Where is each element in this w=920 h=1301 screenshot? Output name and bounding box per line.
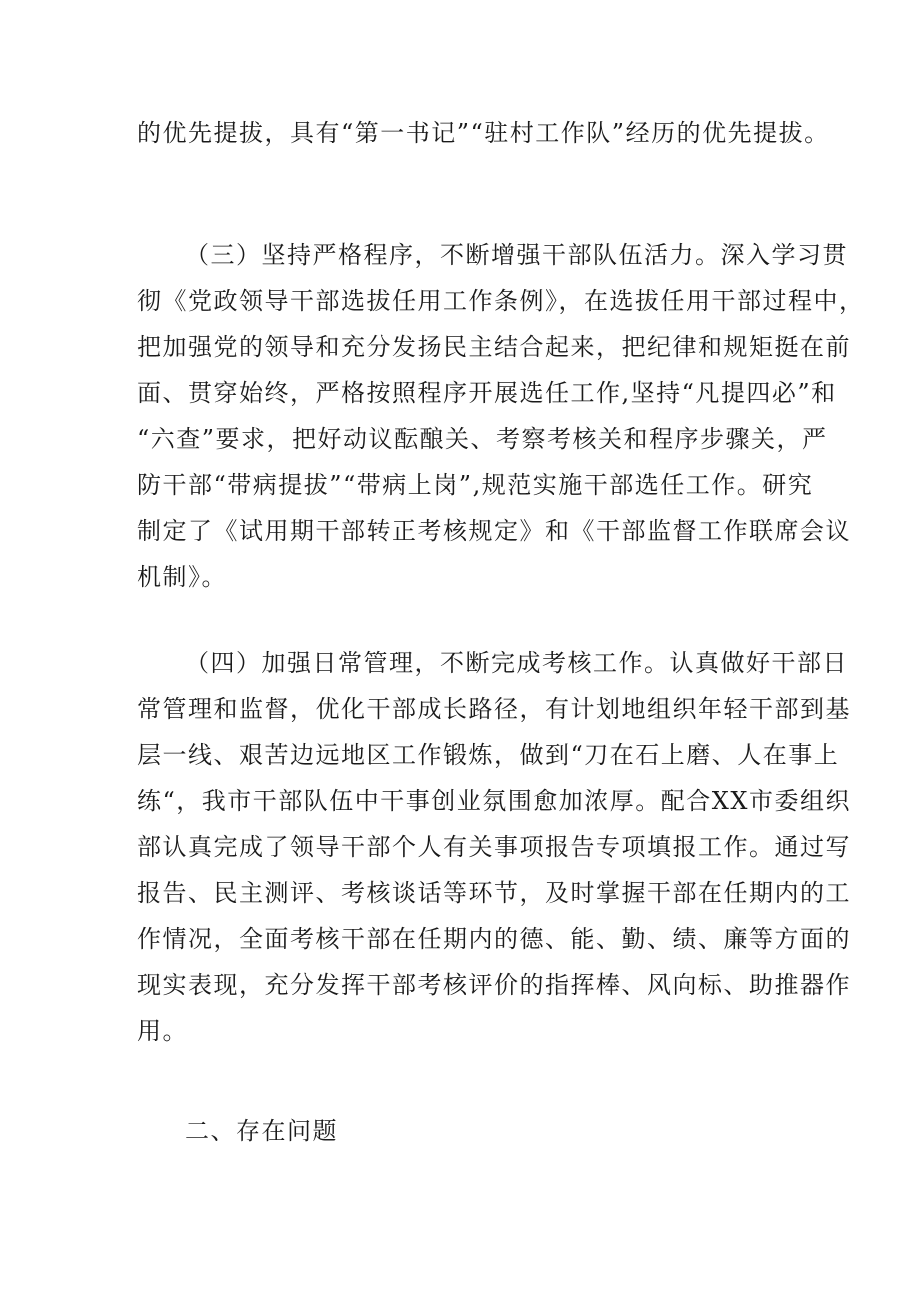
paragraph-line: （三）坚持严格程序，不断增强干部队伍活力。深入学习贯	[185, 241, 848, 269]
paragraph-line: 报告、民主测评、考核谈话等环节，及时掌握干部在任期内的工	[137, 879, 851, 907]
paragraph-line: 把加强党的领导和充分发扬民主结合起来，把纪律和规矩挺在前	[137, 333, 851, 361]
paragraph-line: 的优先提拔，具有“第一书记”“驻村工作队”经历的优先提拔。	[137, 119, 830, 147]
paragraph-line: 面、贯穿始终，严格按照程序开展选任工作,坚持“凡提四必”和	[137, 379, 837, 407]
paragraph-line: 机制》。	[137, 563, 227, 591]
paragraph-line: （四）加强日常管理，不断完成考核工作。认真做好干部日	[185, 649, 848, 677]
paragraph-line: 作情况，全面考核干部在任期内的德、能、勤、绩、廉等方面的	[137, 925, 851, 953]
paragraph-line: 现实表现，充分发挥干部考核评价的指挥棒、风向标、助推器作	[137, 971, 851, 999]
paragraph-line: 制定了《试用期干部转正考核规定》和《干部监督工作联席会议	[137, 517, 851, 545]
paragraph-line: 部认真完成了领导干部个人有关事项报告专项填报工作。通过写	[137, 833, 851, 861]
paragraph-line: 层一线、艰苦边远地区工作锻炼，做到“刀在石上磨、人在事上	[137, 741, 840, 769]
paragraph-line: 彻《党政领导干部选拔任用工作条例》，在选拔任用干部过程中，	[137, 287, 865, 315]
paragraph-line: 常管理和监督，优化干部成长路径，有计划地组织年轻干部到基	[137, 695, 851, 723]
paragraph-line: “六查”要求，把好动议酝酿关、考察考核关和程序步骤关，严	[137, 425, 828, 453]
section-heading: 二、存在问题	[185, 1117, 338, 1145]
paragraph-line: 防干部“带病提拔”“带病上岗”,规范实施干部选任工作。研究	[137, 471, 814, 499]
paragraph-line: 练“，我市干部队伍中干事创业氛围愈加浓厚。配合XX市委组织	[137, 787, 851, 815]
paragraph-line: 用。	[137, 1017, 188, 1045]
